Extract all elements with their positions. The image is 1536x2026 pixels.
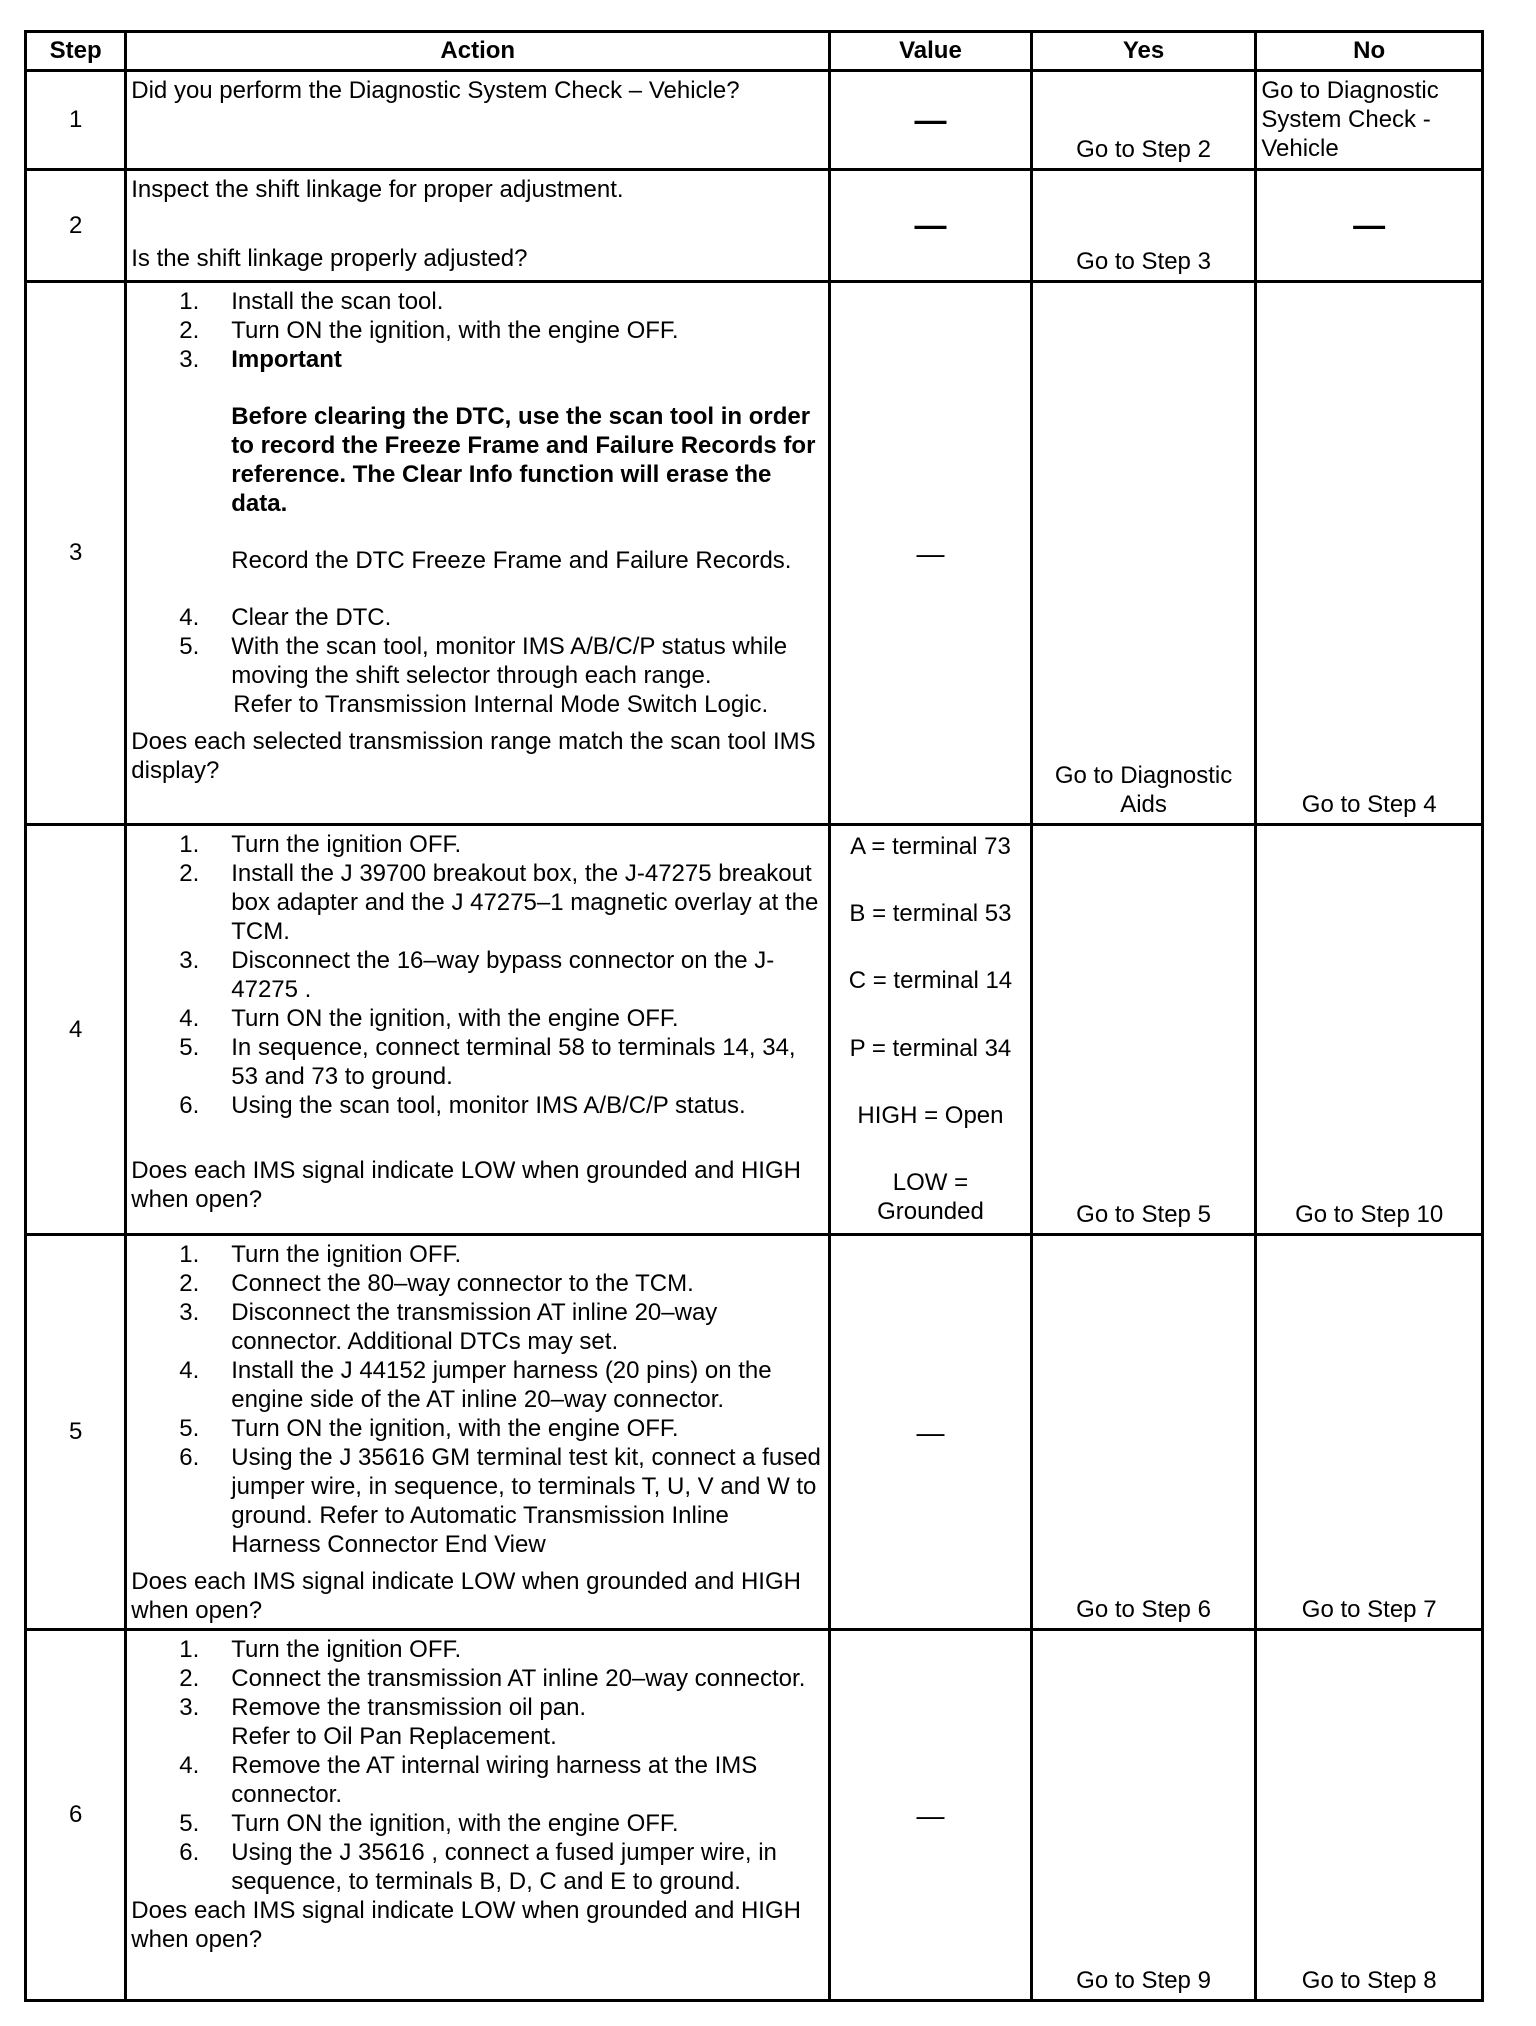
value-cell: — — [830, 1630, 1032, 2001]
list-item: 3. Remove the transmission oil pan. — [179, 1694, 587, 1721]
step-number: 1 — [26, 71, 126, 170]
list-item: 4. Install the J 44152 jumper harness (20 pins) on the engine side of the AT inline 20–way connector. — [179, 1357, 772, 1413]
question-text: Is the shift linkage properly adjusted? — [131, 245, 528, 272]
list-item: 2. Install the J 39700 breakout box, the J-47275 breakout box adapter and the J 47275–1 magnetic overlay at the TCM. — [179, 860, 819, 945]
header-action: Action — [126, 32, 830, 71]
list-item: 2. Connect the transmission AT inline 20–way connector. — [179, 1665, 806, 1692]
yes-cell: Go to Step 3 — [1031, 170, 1256, 282]
question-text: Does each IMS signal indicate LOW when grounded and HIGH when open? — [131, 1157, 801, 1213]
list-item: 3. Disconnect the 16–way bypass connector on the J-47275 . — [179, 947, 775, 1003]
list-item: 2. Turn ON the ignition, with the engine OFF. — [179, 317, 679, 344]
list-item: 3. Important — [179, 346, 342, 373]
step-number: 4 — [26, 825, 126, 1235]
value-cell — [830, 825, 1032, 1235]
value-item: C = terminal 14 — [848, 967, 1013, 995]
list-item: 5. In sequence, connect terminal 58 to terminals 14, 34, 53 and 73 to ground. — [179, 1034, 796, 1090]
no-cell: — — [1256, 170, 1483, 282]
list-item: 1. Install the scan tool. — [179, 288, 444, 315]
list-item: 6. Using the scan tool, monitor IMS A/B/C/P status. — [179, 1092, 746, 1119]
important-note: Before clearing the DTC, use the scan tool in order to record the Freeze Frame and Failure Records for reference. The Clear Info function will erase the data. — [231, 403, 816, 517]
procedure-list — [131, 1240, 824, 1559]
list-item: 5. Turn ON the ignition, with the engine OFF. — [179, 1810, 679, 1837]
procedure-list — [131, 1751, 824, 1896]
action-cell — [126, 71, 830, 170]
header-row — [26, 32, 1483, 71]
procedure-list — [131, 1635, 824, 1722]
yes-cell: Go to Step 9 — [1031, 1630, 1256, 2001]
list-item: 6. Using the J 35616 GM terminal test kit, connect a fused jumper wire, in sequence, to terminals T, U, V and W to ground. Refer to Automatic Transmission Inline Harness Connector End View — [179, 1444, 821, 1558]
step-number: 3 — [26, 282, 126, 825]
list-item: 5. With the scan tool, monitor IMS A/B/C/P status while moving the shift selector through each range. — [179, 633, 788, 689]
procedure-list — [131, 830, 824, 1120]
value-item: LOW = Grounded — [877, 1168, 984, 1225]
procedure-list — [131, 287, 824, 374]
step-number: 2 — [26, 170, 126, 282]
value-item: B = terminal 53 — [849, 900, 1012, 928]
refer-note: Refer to Oil Pan Replacement. — [231, 1723, 557, 1750]
no-cell: Go to Step 8 — [1256, 1630, 1483, 2001]
question-text: Does each IMS signal indicate LOW when grounded and HIGH when open? — [131, 1897, 801, 1953]
list-item: 4. Clear the DTC. — [179, 604, 392, 631]
diagnostic-table — [24, 30, 1484, 2002]
table-row-step-4 — [26, 825, 1483, 1235]
list-item: 4. Remove the AT internal wiring harness at the IMS connector. — [179, 1752, 758, 1808]
yes-cell: Go to Step 5 — [1031, 825, 1256, 1235]
action-cell — [126, 1630, 830, 2001]
table-row-step-2 — [26, 170, 1483, 282]
value-cell: — — [830, 282, 1032, 825]
question-text: Did you perform the Diagnostic System Check – Vehicle? — [131, 77, 740, 104]
step-number: 5 — [26, 1235, 126, 1630]
yes-cell: Go to Step 6 — [1031, 1235, 1256, 1630]
action-cell — [126, 170, 830, 282]
list-item: 1. Turn the ignition OFF. — [179, 1636, 462, 1663]
table-row-step-5 — [26, 1235, 1483, 1630]
header-step: Step — [26, 32, 126, 71]
value-item: P = terminal 34 — [849, 1034, 1012, 1062]
action-cell — [126, 825, 830, 1235]
header-yes: Yes — [1031, 32, 1256, 71]
header-no: No — [1256, 32, 1483, 71]
yes-cell: Go to Diagnostic Aids — [1031, 282, 1256, 825]
action-cell — [126, 282, 830, 825]
list-item: 1. Turn the ignition OFF. — [179, 831, 462, 858]
list-item: 6. Using the J 35616 , connect a fused jumper wire, in sequence, to terminals B, D, C and E to ground. — [179, 1839, 777, 1895]
value-cell: — — [830, 1235, 1032, 1630]
question-text: Does each IMS signal indicate LOW when grounded and HIGH when open? — [131, 1568, 801, 1624]
header-value: Value — [830, 32, 1032, 71]
value-cell: — — [830, 170, 1032, 282]
question-text: Does each selected transmission range match the scan tool IMS display? — [131, 728, 816, 784]
value-item: HIGH = Open — [857, 1101, 1004, 1129]
table-row-step-3 — [26, 282, 1483, 825]
no-cell: Go to Step 10 — [1256, 825, 1483, 1235]
step-number: 6 — [26, 1630, 126, 2001]
list-item: 3. Disconnect the transmission AT inline 20–way connector. Additional DTCs may set. — [179, 1299, 718, 1355]
yes-cell: Go to Step 2 — [1031, 71, 1256, 170]
no-cell: Go to Step 4 — [1256, 282, 1483, 825]
list-item: 5. Turn ON the ignition, with the engine OFF. — [179, 1415, 679, 1442]
instruction-text: Inspect the shift linkage for proper adjustment. — [131, 176, 624, 203]
refer-note: Refer to Transmission Internal Mode Switch Logic. — [233, 691, 769, 718]
table-row-step-1 — [26, 71, 1483, 170]
record-note: Record the DTC Freeze Frame and Failure Records. — [231, 547, 792, 574]
action-cell — [126, 1235, 830, 1630]
procedure-list — [131, 603, 824, 690]
table-row-step-6 — [26, 1630, 1483, 2001]
list-item: 2. Connect the 80–way connector to the TCM. — [179, 1270, 694, 1297]
value-cell: — — [830, 71, 1032, 170]
list-item: 1. Turn the ignition OFF. — [179, 1241, 462, 1268]
no-cell: Go to Diagnostic System Check - Vehicle — [1256, 71, 1483, 170]
value-item: A = terminal 73 — [850, 833, 1011, 860]
list-item: 4. Turn ON the ignition, with the engine OFF. — [179, 1005, 679, 1032]
no-cell: Go to Step 7 — [1256, 1235, 1483, 1630]
